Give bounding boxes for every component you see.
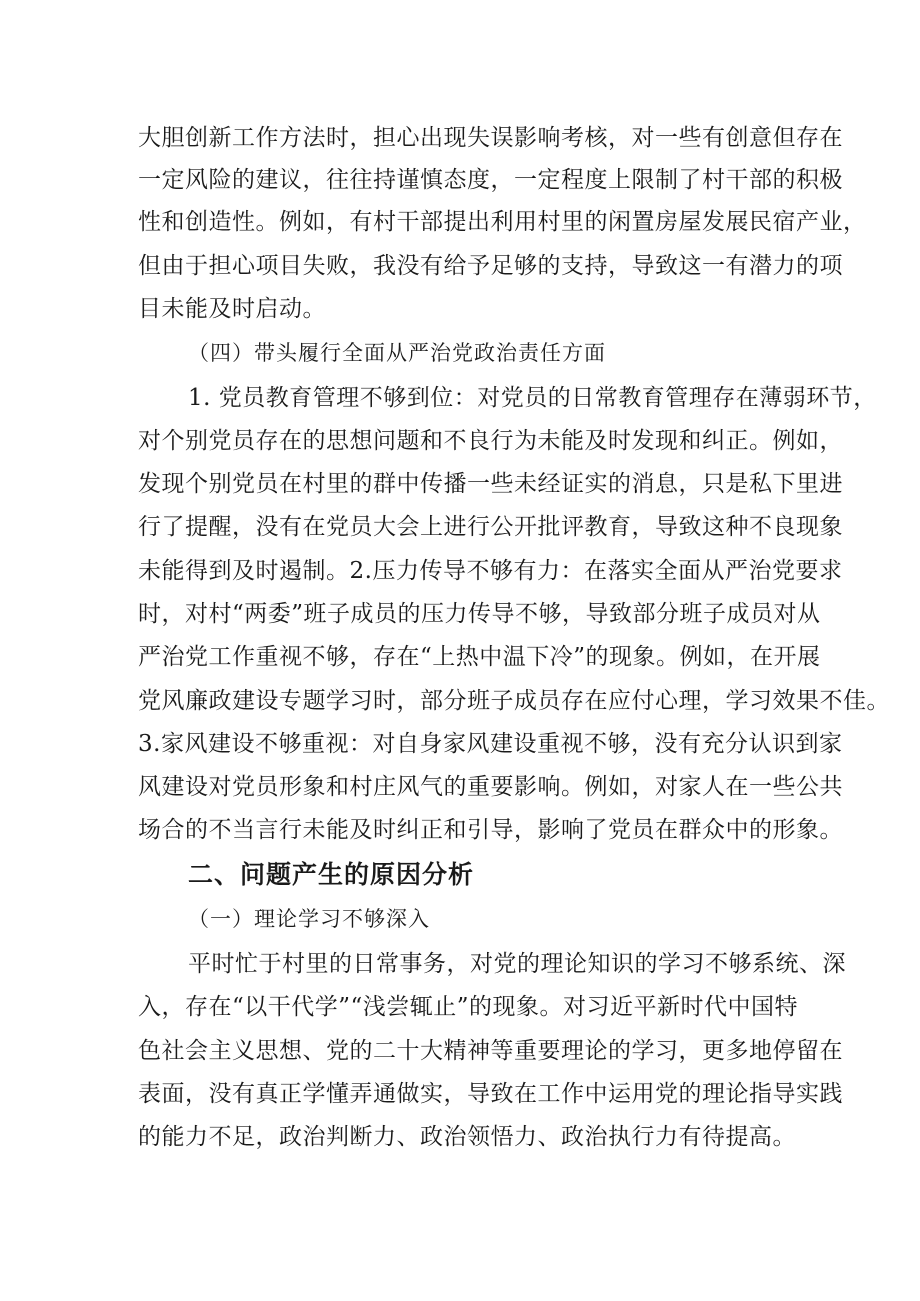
paragraph-line: 1. 党员教育管理不够到位：对党员的日常教育管理存在薄弱环节， <box>188 385 877 411</box>
paragraph-line: 平时忙于村里的日常事务，对党的理论知识的学习不够系统、深 <box>188 951 846 977</box>
paragraph-line: 行了提醒，没有在党员大会上进行公开批评教育，导致这种不良现象 <box>138 514 843 540</box>
paragraph-line: 场合的不当言行未能及时纠正和引导，影响了党员在群众中的形象。 <box>138 817 843 843</box>
paragraph-line: 发现个别党员在村里的群中传播一些未经证实的消息，只是私下里进 <box>138 471 843 497</box>
paragraph-line: 一定风险的建议，往往持谨慎态度，一定程度上限制了村干部的积极 <box>138 167 843 193</box>
paragraph-line: 3.家风建设不够重视：对自身家风建设重视不够，没有充分认识到家 <box>138 731 843 757</box>
paragraph-line: 但由于担心项目失败，我没有给予足够的支持，导致这一有潜力的项 <box>138 253 843 279</box>
paragraph-line: 色社会主义思想、党的二十大精神等重要理论的学习，更多地停留在 <box>138 1038 843 1064</box>
paragraph-line: 大胆创新工作方法时，担心出现失误影响考核，对一些有创意但存在 <box>138 125 843 151</box>
paragraph-line: 性和创造性。例如，有村干部提出利用村里的闲置房屋发展民宿产业， <box>138 209 867 235</box>
paragraph-line: 表面，没有真正学懂弄通做实，导致在工作中运用党的理论指导实践 <box>138 1081 843 1107</box>
paragraph-line: 党风廉政建设专题学习时，部分班子成员存在应付心理，学习效果不佳。 <box>138 688 890 714</box>
paragraph-line: 未能得到及时遏制。2.压力传导不够有力：在落实全面从严治党要求 <box>138 558 843 584</box>
paragraph-line: 严治党工作重视不够，存在“上热中温下冷”的现象。例如，在开展 <box>138 644 821 670</box>
paragraph-line: 入，存在“以干代学”“浅尝辄止”的现象。对习近平新时代中国特 <box>138 994 799 1020</box>
section-subheading: （一）理论学习不够深入 <box>188 907 430 931</box>
paragraph-line: 时，对村“两委”班子成员的压力传导不够，导致部分班子成员对从 <box>138 601 821 627</box>
section-heading: 二、问题产生的原因分析 <box>188 860 475 889</box>
paragraph-line: 对个别党员存在的思想问题和不良行为未能及时发现和纠正。例如， <box>138 428 843 454</box>
paragraph-line: 风建设对党员形象和村庄风气的重要影响。例如，对家人在一些公共 <box>138 774 843 800</box>
section-subheading: （四）带头履行全面从严治党政治责任方面 <box>188 341 606 365</box>
paragraph-line: 的能力不足，政治判断力、政治领悟力、政治执行力有待提高。 <box>138 1124 796 1150</box>
paragraph-line: 目未能及时启动。 <box>138 296 326 322</box>
